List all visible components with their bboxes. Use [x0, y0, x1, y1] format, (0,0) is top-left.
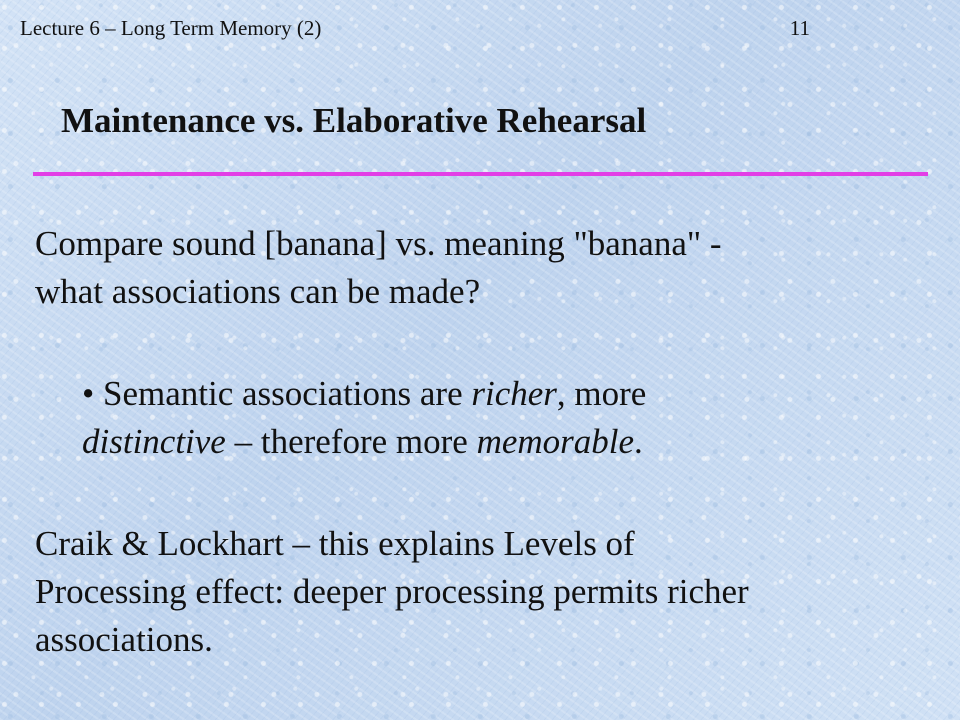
- paragraph-line: what associations can be made?: [35, 272, 481, 311]
- paragraph-line: Craik & Lockhart – this explains Levels of: [35, 524, 635, 563]
- emphasis-memorable: memorable: [476, 422, 635, 461]
- paragraph-line: associations.: [35, 620, 213, 659]
- levels-of-processing-paragraph: [35, 520, 749, 664]
- paragraph-line: Processing effect: deeper processing permits richer: [35, 572, 749, 611]
- bullet-text: – therefore more: [225, 422, 477, 461]
- bullet-text: .: [634, 422, 643, 461]
- bullet-line: [82, 418, 646, 466]
- page-number: 11: [789, 16, 810, 40]
- bullet-text: , more: [556, 374, 647, 413]
- bullet-marker: •: [82, 374, 95, 413]
- bullet-point: [82, 370, 646, 466]
- title-divider: [33, 172, 928, 176]
- slide-title: Maintenance vs. Elaborative Rehearsal: [61, 101, 647, 140]
- emphasis-distinctive: distinctive: [82, 422, 226, 461]
- bullet-text: Semantic associations are: [103, 374, 472, 413]
- comparison-paragraph: [35, 220, 722, 316]
- lecture-label: Lecture 6 – Long Term Memory (2): [20, 16, 322, 40]
- emphasis-richer: richer: [471, 374, 557, 413]
- bullet-line: [82, 370, 646, 418]
- paragraph-line: Compare sound [banana] vs. meaning "banana" -: [35, 224, 722, 263]
